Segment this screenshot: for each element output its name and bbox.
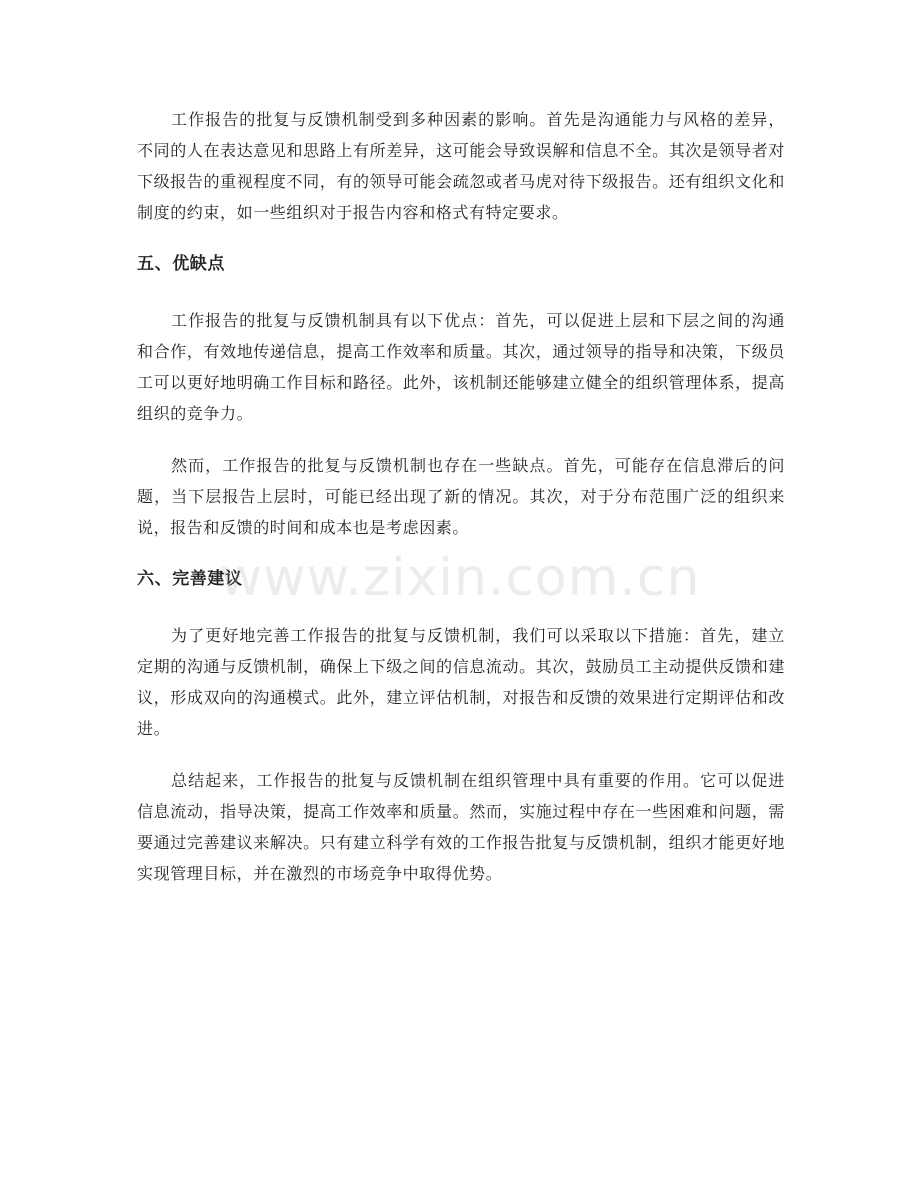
document-body	[137, 104, 785, 910]
disadvantages-paragraph: 然而，工作报告的批复与反馈机制也存在一些缺点。首先，可能存在信息滞后的问题，当下层报告上层时，可能已经出现了新的情况。其次，对于分布范围广泛的组织来说，报告和反馈的时间和成本也是考虑因素。	[137, 456, 785, 537]
advantages-paragraph: 工作报告的批复与反馈机制具有以下优点：首先，可以促进上层和下层之间的沟通和合作，有效地传递信息，提高工作效率和质量。其次，通过领导的指导和决策，下级员工可以更好地明确工作目标和路径。此外，该机制还能够建立健全的组织管理体系，提高组织的竞争力。	[137, 311, 785, 423]
intro-paragraph: 工作报告的批复与反馈机制受到多种因素的影响。首先是沟通能力与风格的差异，不同的人在表达意见和思路上有所差异，这可能会导致误解和信息不全。其次是领导者对下级报告的重视程度不同，有的领导可能会疏忽或者马虎对待下级报告。还有组织文化和制度的约束，如一些组织对于报告内容和格式有特定要求。	[137, 110, 785, 222]
suggestions-paragraph: 为了更好地完善工作报告的批复与反馈机制，我们可以采取以下措施：首先，建立定期的沟通与反馈机制，确保上下级之间的信息流动。其次，鼓励员工主动提供反馈和建议，形成双向的沟通模式。此外，建立评估机制，对报告和反馈的效果进行定期评估和改进。	[137, 626, 785, 738]
watermark-text: www.zixin.com.cn	[219, 548, 701, 608]
conclusion-paragraph: 总结起来，工作报告的批复与反馈机制在组织管理中具有重要的作用。它可以促进信息流动，指导决策，提高工作效率和质量。然而，实施过程中存在一些困难和问题，需要通过完善建议来解决。只有建立科学有效的工作报告批复与反馈机制，组织才能更好地实现管理目标，并在激烈的市场竞争中取得优势。	[137, 771, 785, 883]
section-heading-advantages: 五、优缺点	[137, 254, 225, 274]
section-heading-suggestions: 六、完善建议	[137, 569, 243, 589]
